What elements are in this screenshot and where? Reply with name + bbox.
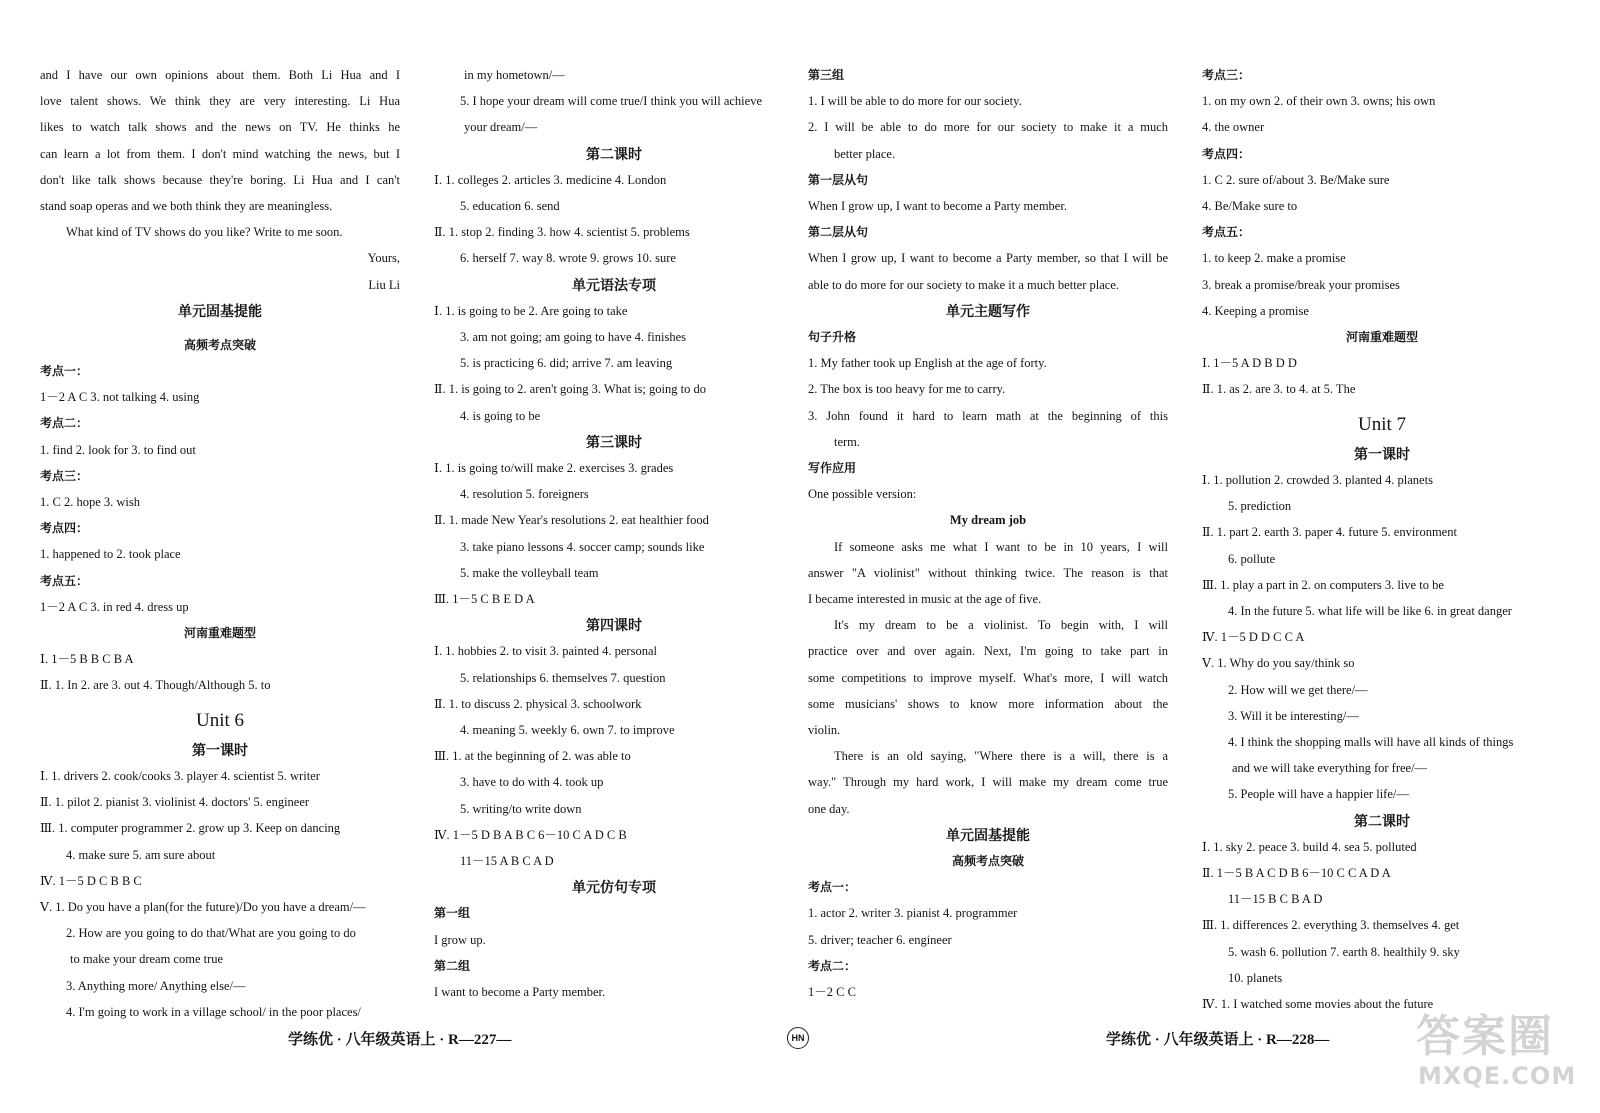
answer-line: 1. to keep 2. make a promise	[1202, 251, 1346, 266]
answer-line: Ⅰ. 1. colleges 2. articles 3. medicine 4. London	[434, 172, 667, 187]
unit-title: Unit 6	[195, 709, 245, 731]
subsection-heading: 河南重难题型	[1345, 330, 1418, 344]
answer-line: 10. planets	[1228, 970, 1283, 985]
answer-line: 4. I think the shopping malls will have all kinds of things	[1228, 735, 1514, 749]
answer-line: one day.	[808, 801, 850, 816]
point-label: 第二层从句	[808, 225, 869, 240]
answer-line: Ⅰ. 1. sky 2. peace 3. build 4. sea 5. polluted	[1202, 839, 1417, 854]
answer-line: Ⅱ. 1. as 2. are 3. to 4. at 5. The	[1202, 382, 1356, 397]
answer-line: 4. Keeping a promise	[1202, 303, 1309, 318]
answer-line: 4. is going to be	[460, 408, 541, 423]
answer-line: 4. I'm going to work in a village school/ in the poor places/	[66, 1004, 361, 1019]
section-heading: 单元固基提能	[178, 302, 262, 319]
answer-line: 1. happened to 2. took place	[40, 547, 181, 562]
answer-line: 6. herself 7. way 8. wrote 9. grows 10. sure	[460, 251, 676, 266]
point-label: 写作应用	[808, 461, 857, 475]
answer-line: 2. I will be able to do more for our society to make it a much	[808, 120, 1168, 135]
answer-line: 11－15 B C B A D	[1228, 892, 1323, 907]
answer-line: 5. driver; teacher 6. engineer	[808, 932, 952, 947]
answer-line: 4. meaning 5. weekly 6. own 7. to improve	[460, 723, 675, 737]
answer-line: Ⅱ. 1. is going to 2. aren't going 3. What is; going to do	[434, 382, 706, 397]
answer-line: Ⅰ. 1－5 A D B D D	[1202, 356, 1297, 371]
answer-line: 1. My father took up English at the age of forty.	[808, 356, 1047, 371]
answer-line: Yours,	[367, 251, 400, 266]
answer-line: Ⅱ. 1. made New Year's resolutions 2. eat healthier food	[434, 513, 709, 528]
point-label: 考点五：	[1202, 225, 1251, 240]
answer-line: way." Through my hard work, I will make my dream come true	[808, 775, 1168, 790]
answer-line: 3. break a promise/break your promises	[1202, 277, 1400, 292]
answer-line: to make your dream come true	[70, 952, 224, 967]
subsection-heading: 高频考点突破	[951, 854, 1024, 868]
answer-line: One possible version:	[808, 487, 917, 502]
subsection-heading: 河南重难题型	[183, 626, 256, 641]
answer-line: and I have our own opinions about them. Both Li Hua and I	[40, 68, 400, 82]
answer-line: 3. take piano lessons 4. soccer camp; sounds like	[460, 539, 705, 554]
answer-line: Ⅰ. 1. drivers 2. cook/cooks 3. player 4. scientist 5. writer	[40, 769, 320, 784]
answer-line: Ⅲ. 1. differences 2. everything 3. themselves 4. get	[1202, 918, 1460, 933]
answer-line: 6. pollute	[1228, 551, 1276, 566]
answer-line: answer "A violinist" without thinking twice. The reason is that	[808, 565, 1168, 580]
answer-line: Ⅱ. 1. stop 2. finding 3. how 4. scientist 5. problems	[434, 225, 690, 240]
answer-line: 1－2 C C	[808, 985, 856, 999]
point-label: 考点二：	[40, 416, 89, 431]
answer-line: Ⅳ. 1－5 D C B B C	[40, 873, 142, 888]
point-label: 考点三：	[1202, 68, 1251, 82]
point-label: 考点四：	[1202, 146, 1251, 161]
answer-line: Ⅱ. 1. In 2. are 3. out 4. Though/Although 5. to	[40, 678, 271, 693]
answer-line: 5. People will have a happier life/—	[1228, 787, 1409, 802]
watermark	[1410, 1000, 1580, 1100]
section-heading: 第二课时	[586, 145, 642, 162]
answer-line: Ⅳ. 1－5 D B A B C 6－10 C A D C B	[434, 827, 627, 842]
section-heading: 单元仿句专项	[572, 879, 656, 896]
point-label: 考点一：	[40, 364, 89, 379]
point-label: 第一组	[434, 906, 471, 921]
answer-line: don't like talk shows because they're boring. Li Hua and I can't	[40, 172, 400, 187]
subsection-heading: 高频考点突破	[183, 337, 256, 352]
answer-line: in my hometown/—	[464, 68, 565, 82]
answer-line: 1. C 2. sure of/about 3. Be/Make sure	[1202, 172, 1390, 187]
answer-line: 2. How are you going to do that/What are you going to do	[66, 926, 356, 941]
point-label: 第三组	[808, 68, 845, 82]
answer-line: 5. prediction	[1228, 499, 1292, 514]
answer-line: some musicians' shows to know more information about the	[808, 696, 1168, 711]
answer-line: 3. Anything more/ Anything else/—	[66, 978, 246, 993]
point-label: 考点四：	[40, 521, 89, 536]
section-heading: 单元语法专项	[572, 276, 656, 293]
answer-line: Ⅰ. 1. is going to be 2. Are going to take	[434, 303, 628, 318]
answer-line: Ⅲ. 1. computer programmer 2. grow up 3. Keep on dancing	[40, 821, 341, 836]
answer-line: 1－2 A C 3. in red 4. dress up	[40, 599, 189, 614]
answer-line: 4. resolution 5. foreigners	[460, 487, 589, 502]
answer-line: 4. Be/Make sure to	[1202, 199, 1298, 213]
answer-line: 1. C 2. hope 3. wish	[40, 495, 140, 510]
answer-line: Ⅳ. 1. I watched some movies about the future	[1202, 997, 1434, 1011]
answer-line: 4. make sure 5. am sure about	[66, 847, 216, 862]
answer-line: Ⅰ. 1. hobbies 2. to visit 3. painted 4. personal	[434, 644, 657, 659]
answer-line: 1. actor 2. writer 3. pianist 4. programmer	[808, 906, 1018, 921]
answer-line: stand soap operas and we both think they are meaningless.	[40, 199, 333, 213]
answer-line: 4. the owner	[1202, 120, 1265, 135]
point-label: 考点二：	[808, 958, 857, 973]
answer-line: 1. on my own 2. of their own 3. owns; his own	[1202, 94, 1436, 109]
answer-line: Ⅱ. 1. part 2. earth 3. paper 4. future 5. environment	[1202, 525, 1457, 540]
answer-line: 5. education 6. send	[460, 199, 560, 213]
left-page-footer: 学练优 · 八年级英语上 · R—227—	[288, 1032, 512, 1048]
section-heading: 单元固基提能	[946, 826, 1030, 843]
answer-line: There is an old saying, "Where there is a will, there is a	[834, 749, 1168, 764]
point-label: 第一层从句	[808, 172, 869, 187]
answer-line: When I grow up, I want to become a Party member, so that I will be	[808, 251, 1168, 266]
left-page	[40, 60, 800, 1045]
answer-line: 3. John found it hard to learn math at the beginning of this	[808, 408, 1168, 423]
answer-line: Liu Li	[368, 277, 400, 292]
answer-line: Ⅲ. 1－5 C B E D A	[434, 592, 535, 606]
watermark-logo: 答案圈	[1416, 1011, 1554, 1062]
answer-line: violin.	[808, 723, 841, 737]
answer-line: 5. writing/to write down	[460, 801, 582, 816]
answer-line: some competitions to improve myself. What's more, I will watch	[808, 670, 1168, 685]
point-label: 考点三：	[40, 468, 89, 483]
answer-line: I grow up.	[434, 932, 486, 947]
answer-line: able to do more for our society to make it a much better place.	[808, 277, 1119, 292]
answer-line: Ⅴ. 1. Do you have a plan(for the future)/Do you have a dream/—	[40, 900, 366, 915]
section-heading: 第三课时	[586, 433, 642, 450]
answer-line: and we will take everything for free/—	[1232, 761, 1428, 776]
answer-line: I want to become a Party member.	[434, 985, 606, 999]
answer-line: 11－15 A B C A D	[460, 854, 554, 868]
answer-line: Ⅱ. 1. to discuss 2. physical 3. schoolwork	[434, 696, 642, 711]
answer-line: I became interested in music at the age of five.	[808, 592, 1042, 606]
point-label: 第二组	[434, 958, 471, 973]
answer-line: 2. How will we get there/—	[1228, 682, 1368, 697]
answer-line: 5. relationships 6. themselves 7. question	[460, 670, 666, 685]
answer-line: 5. wash 6. pollution 7. earth 8. healthily 9. sky	[1228, 944, 1460, 959]
section-heading: 单元主题写作	[946, 302, 1030, 319]
answer-line: Ⅳ. 1－5 D D C C A	[1202, 630, 1305, 645]
answer-line: 5. I hope your dream will come true/I think you will achieve	[460, 94, 762, 109]
answer-line: It's my dream to be a violinist. To begin with, I will	[834, 618, 1168, 633]
answer-line: practice over and over again. Next, I'm going to take part in	[808, 644, 1168, 659]
watermark-url: MXQE.COM	[1418, 1062, 1577, 1090]
answer-line: 3. Will it be interesting/—	[1228, 708, 1359, 723]
answer-line: 3. am not going; am going to have 4. finishes	[460, 330, 687, 344]
answer-line: Ⅱ. 1. pilot 2. pianist 3. violinist 4. doctors' 5. engineer	[40, 795, 310, 810]
answer-line: 5. is practicing 6. did; arrive 7. am leaving	[460, 356, 673, 371]
answer-line: Ⅰ. 1－5 B B C B A	[40, 652, 134, 667]
essay-title: My dream job	[949, 513, 1027, 528]
answer-line: your dream/—	[464, 120, 538, 135]
answer-line: 1－2 A C 3. not talking 4. using	[40, 390, 200, 405]
answer-line: Ⅲ. 1. at the beginning of 2. was able to	[434, 749, 631, 764]
answer-line: 5. make the volleyball team	[460, 565, 599, 580]
answer-line: love talent shows. We think they are very interesting. Li Hua	[40, 94, 400, 109]
section-heading: 第四课时	[586, 617, 642, 634]
answer-line: 2. The box is too heavy for me to carry.	[808, 382, 1006, 397]
answer-line: Ⅲ. 1. play a part in 2. on computers 3. live to be	[1202, 577, 1444, 592]
point-label: 考点一：	[808, 880, 857, 895]
answer-line: 1. find 2. look for 3. to find out	[40, 442, 196, 457]
section-heading: 第二课时	[1354, 812, 1410, 829]
answer-line: Ⅱ. 1－5 B A C D B 6－10 C C A D A	[1202, 866, 1391, 880]
answer-line: 3. have to do with 4. took up	[460, 775, 604, 790]
right-page-footer: 学练优 · 八年级英语上 · R—228—	[1106, 1032, 1330, 1048]
section-heading: 第一课时	[1354, 445, 1410, 462]
answer-line: can learn a lot from them. I don't mind watching the news, but I	[40, 146, 400, 161]
answer-line: 1. I will be able to do more for our society.	[808, 94, 1022, 109]
point-label: 考点五：	[40, 573, 89, 588]
province-badge: HN	[787, 1027, 809, 1049]
right-page	[808, 60, 1568, 1045]
answer-line: If someone asks me what I want to be in 10 years, I will	[834, 539, 1168, 554]
section-heading: 第一课时	[192, 741, 248, 758]
answer-line: Ⅰ. 1. pollution 2. crowded 3. planted 4. planets	[1202, 473, 1433, 487]
answer-line: likes to watch talk shows and the news on TV. He thinks he	[40, 120, 400, 135]
answer-line: Ⅴ. 1. Why do you say/think so	[1202, 656, 1355, 671]
answer-line: Ⅰ. 1. is going to/will make 2. exercises 3. grades	[434, 461, 674, 475]
answer-line: better place.	[834, 146, 896, 161]
answer-line: term.	[834, 434, 861, 449]
unit-title: Unit 7	[1357, 413, 1407, 435]
answer-line: 4. In the future 5. what life will be like 6. in great danger	[1228, 604, 1512, 618]
answer-line: What kind of TV shows do you like? Write to me soon.	[66, 225, 343, 240]
point-label: 句子升格	[808, 330, 857, 344]
answer-line: When I grow up, I want to become a Party member.	[808, 199, 1067, 213]
